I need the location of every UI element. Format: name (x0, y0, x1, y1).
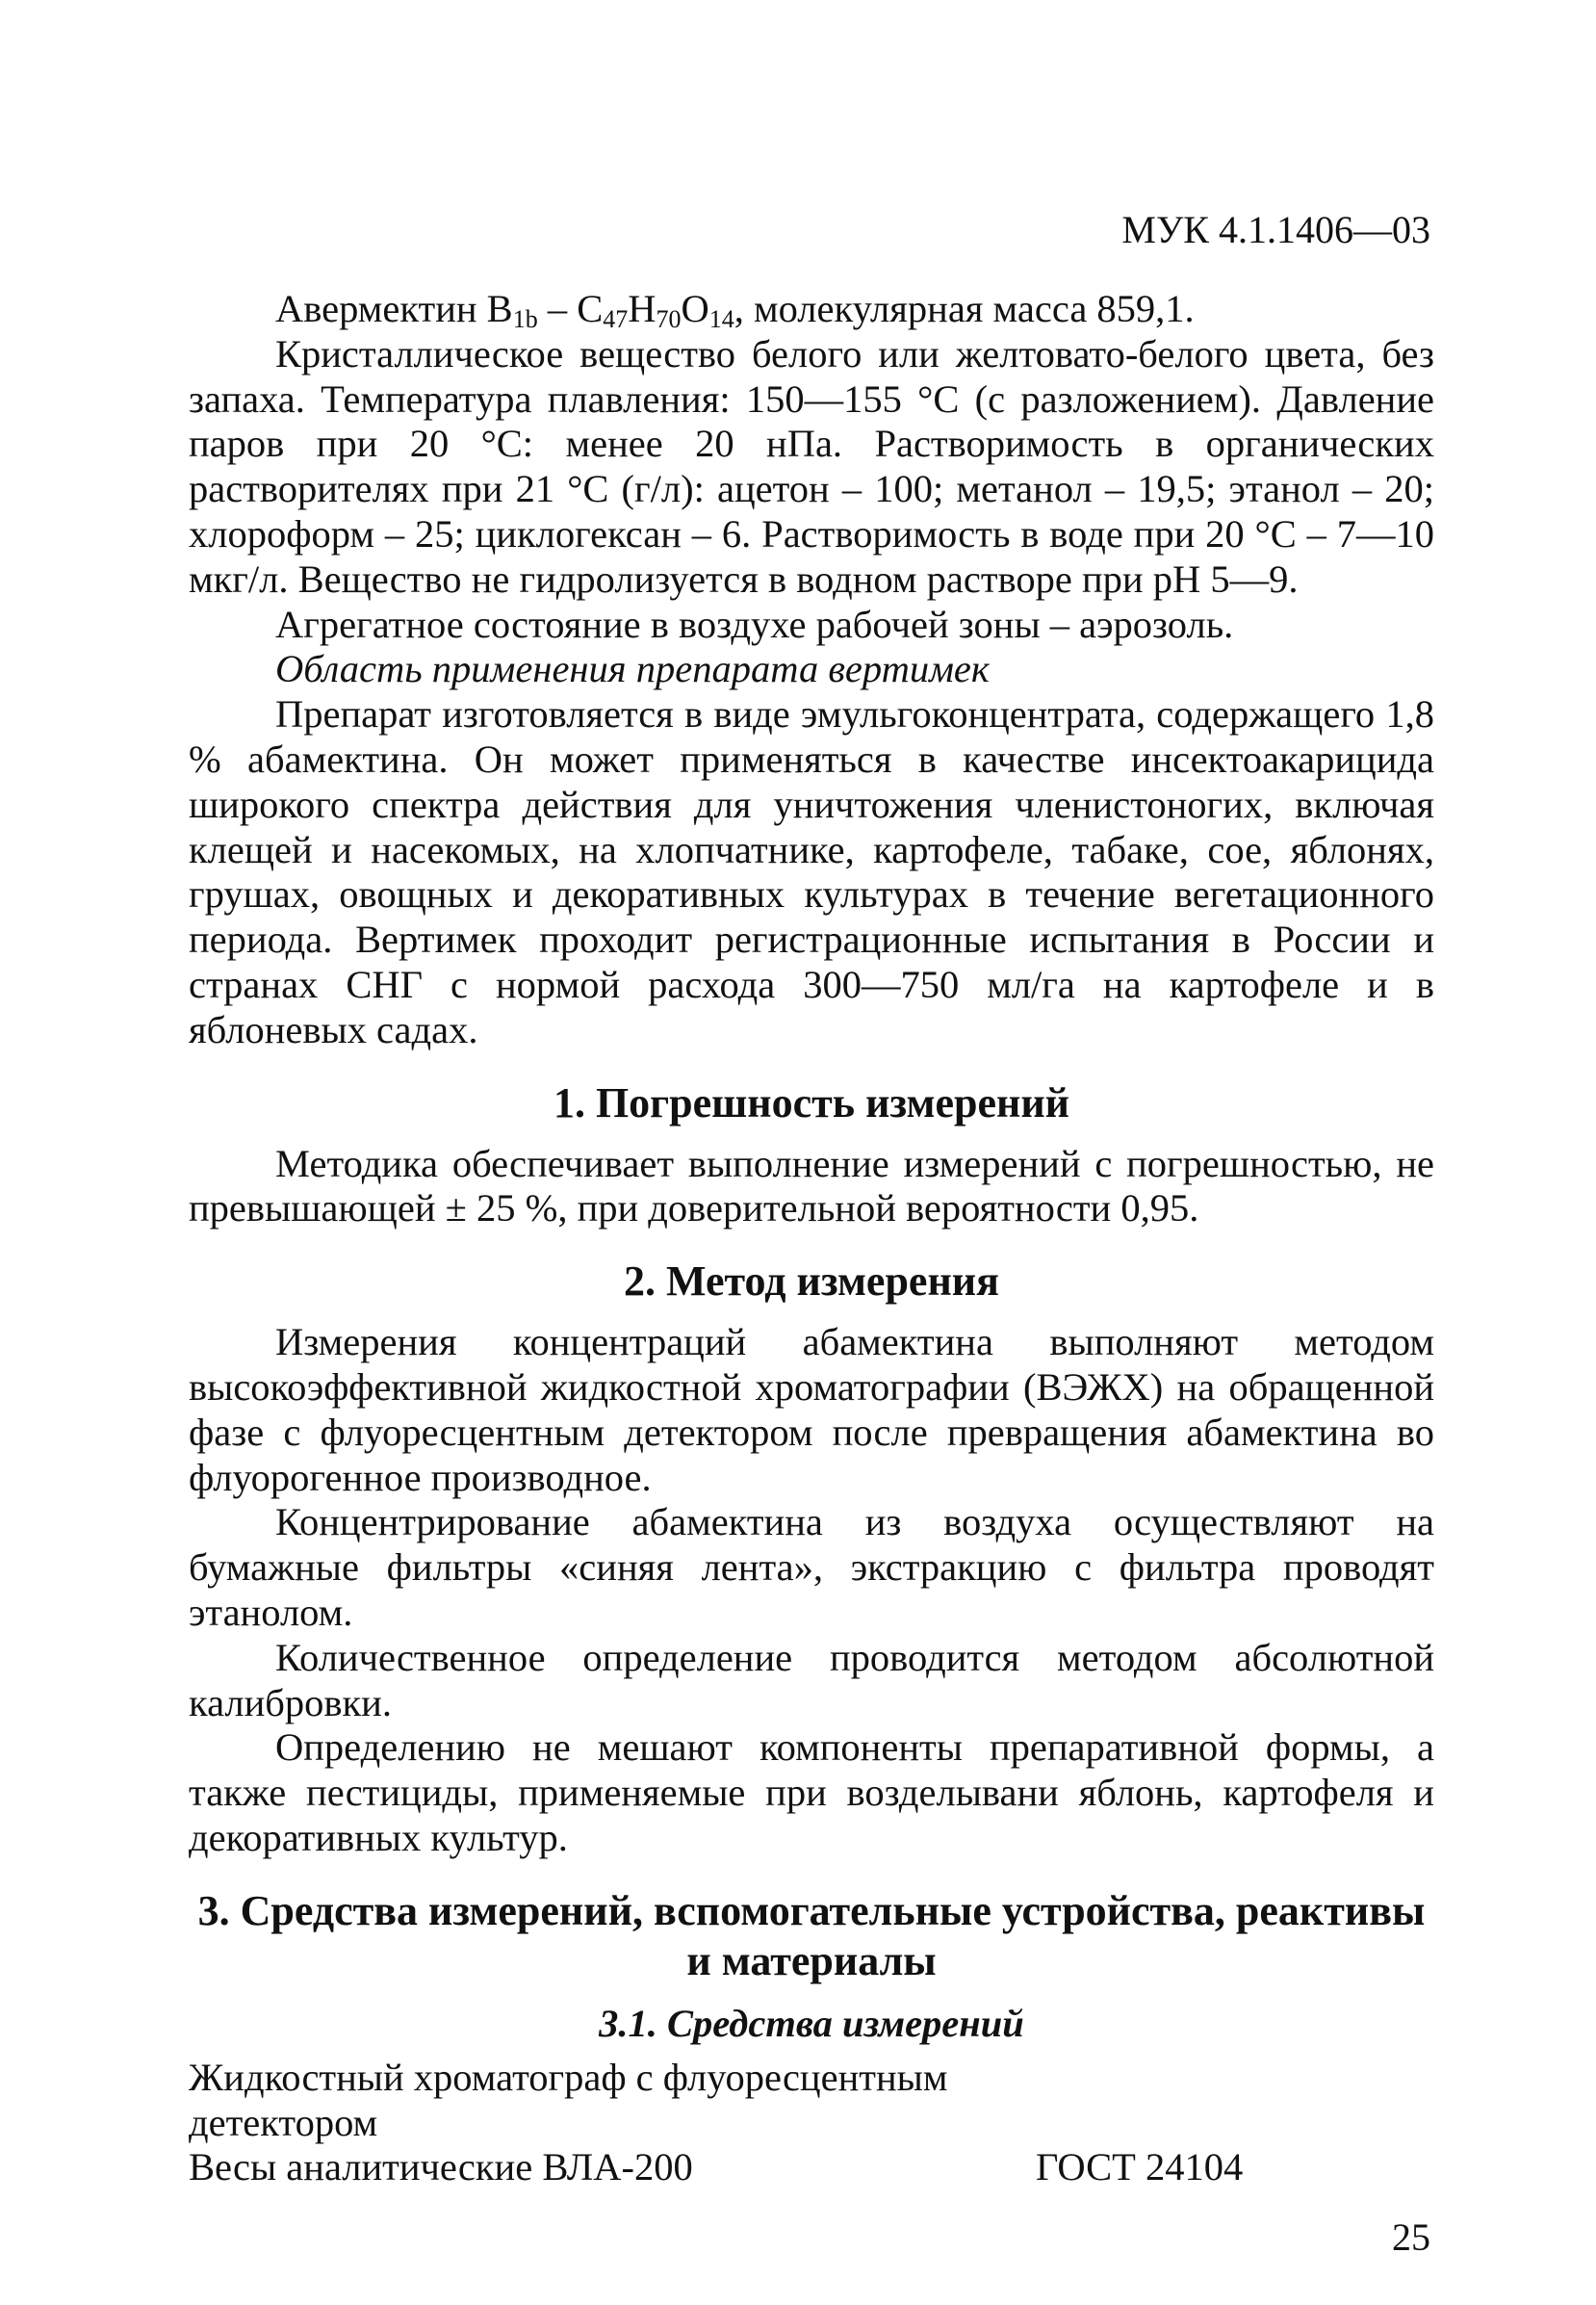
quantification-paragraph: Количественное определение проводится методом абсолютной калибровки. (189, 1635, 1434, 1724)
instrument-name: Жидкостный хроматограф с флуоресцентным детектором (189, 2055, 948, 2144)
section-1-paragraph: Методика обеспечивает выполнение измерений с погрешностью, не превышающей ± 25 %, при доверительной вероятности 0,95. (189, 1141, 1434, 1230)
scope-subheading: Область применения препарата вертимек (275, 647, 990, 691)
list-item (189, 2056, 1434, 2146)
instrument-standard: ГОСТ 24104 (1036, 2145, 1244, 2189)
properties-paragraph: Кристаллическое вещество белого или желтовато-белого цвета, без запаха. Температура плавления: 150—155 °С (с разложением). Давление паров при 20 °С: менее 20 нПа. Растворимость в органических растворителях при 21 °С (г/л): ацетон – 100; метанол – 19,5; этанол – 20; хлороформ – 25; циклогексан – 6. Растворимость в воде при 20 °С – 7—10 мкг/л. Вещество не гидролизуется в водном растворе при рН 5—9. (189, 331, 1434, 601)
page-number: 25 (1392, 2215, 1430, 2259)
scope-paragraph: Препарат изготовляется в виде эмульгоконцентрата, содержащего 1,8 % абамектина. Он может применяться в качестве инсектоакарицида широкого спектра действия для уничтожения членистоногих, включая клещей и насекомых, на хлопчатнике, картофеле, табаке, сое, яблонях, грушах, овощных и декоративных культурах в течение вегетационного периода. Вертимек проходит регистрационные испытания в России и странах СНГ с нормой расхода 300—750 мл/га на картофеле и в яблоневых садах. (189, 692, 1434, 1051)
sampling-paragraph: Концентрирование абамектина из воздуха осуществляют на бумажные фильтры «синяя лента», экстракцию с фильтра проводят этанолом. (189, 1500, 1434, 1634)
instrument-list (189, 2056, 1434, 2190)
section-3-heading: 3. Средства измерений, вспомогательные устройства, реактивы и материалы (197, 1886, 1426, 1984)
document-code: МУК 4.1.1406—03 (1121, 208, 1430, 251)
instrument-name: Весы аналитические ВЛА-200 (189, 2145, 693, 2189)
section-2-heading: 2. Метод измерения (624, 1257, 999, 1306)
abamectin-formula: Авермектин $B_{1b} - C_{47}H_{70}O_{14}$, молекулярная масса 859,1. (275, 287, 1195, 333)
section-1-heading: 1. Погрешность измерений (553, 1078, 1070, 1127)
interference-paragraph: Определению не мешают компоненты препаративной формы, а также пестициды, применяемые при возделывани яблонь, картофеля и декоративных культур. (189, 1725, 1434, 1859)
subsection-3-1-heading: 3.1. Средства измерений (599, 2001, 1024, 2045)
method-paragraph: Измерения концентраций абамектина выполняют методом высокоэффективной жидкостной хроматографии (ВЭЖХ) на обращенной фазе с флуоресцентным детектором после превращения абамектина во флуорогенное производное. (189, 1320, 1434, 1499)
instrument-standard (1036, 2056, 1434, 2146)
document-body (189, 287, 1434, 2190)
aggregate-state-paragraph: Агрегатное состояние в воздухе рабочей зоны – аэрозоль. (275, 602, 1234, 646)
list-item (189, 2145, 1434, 2190)
